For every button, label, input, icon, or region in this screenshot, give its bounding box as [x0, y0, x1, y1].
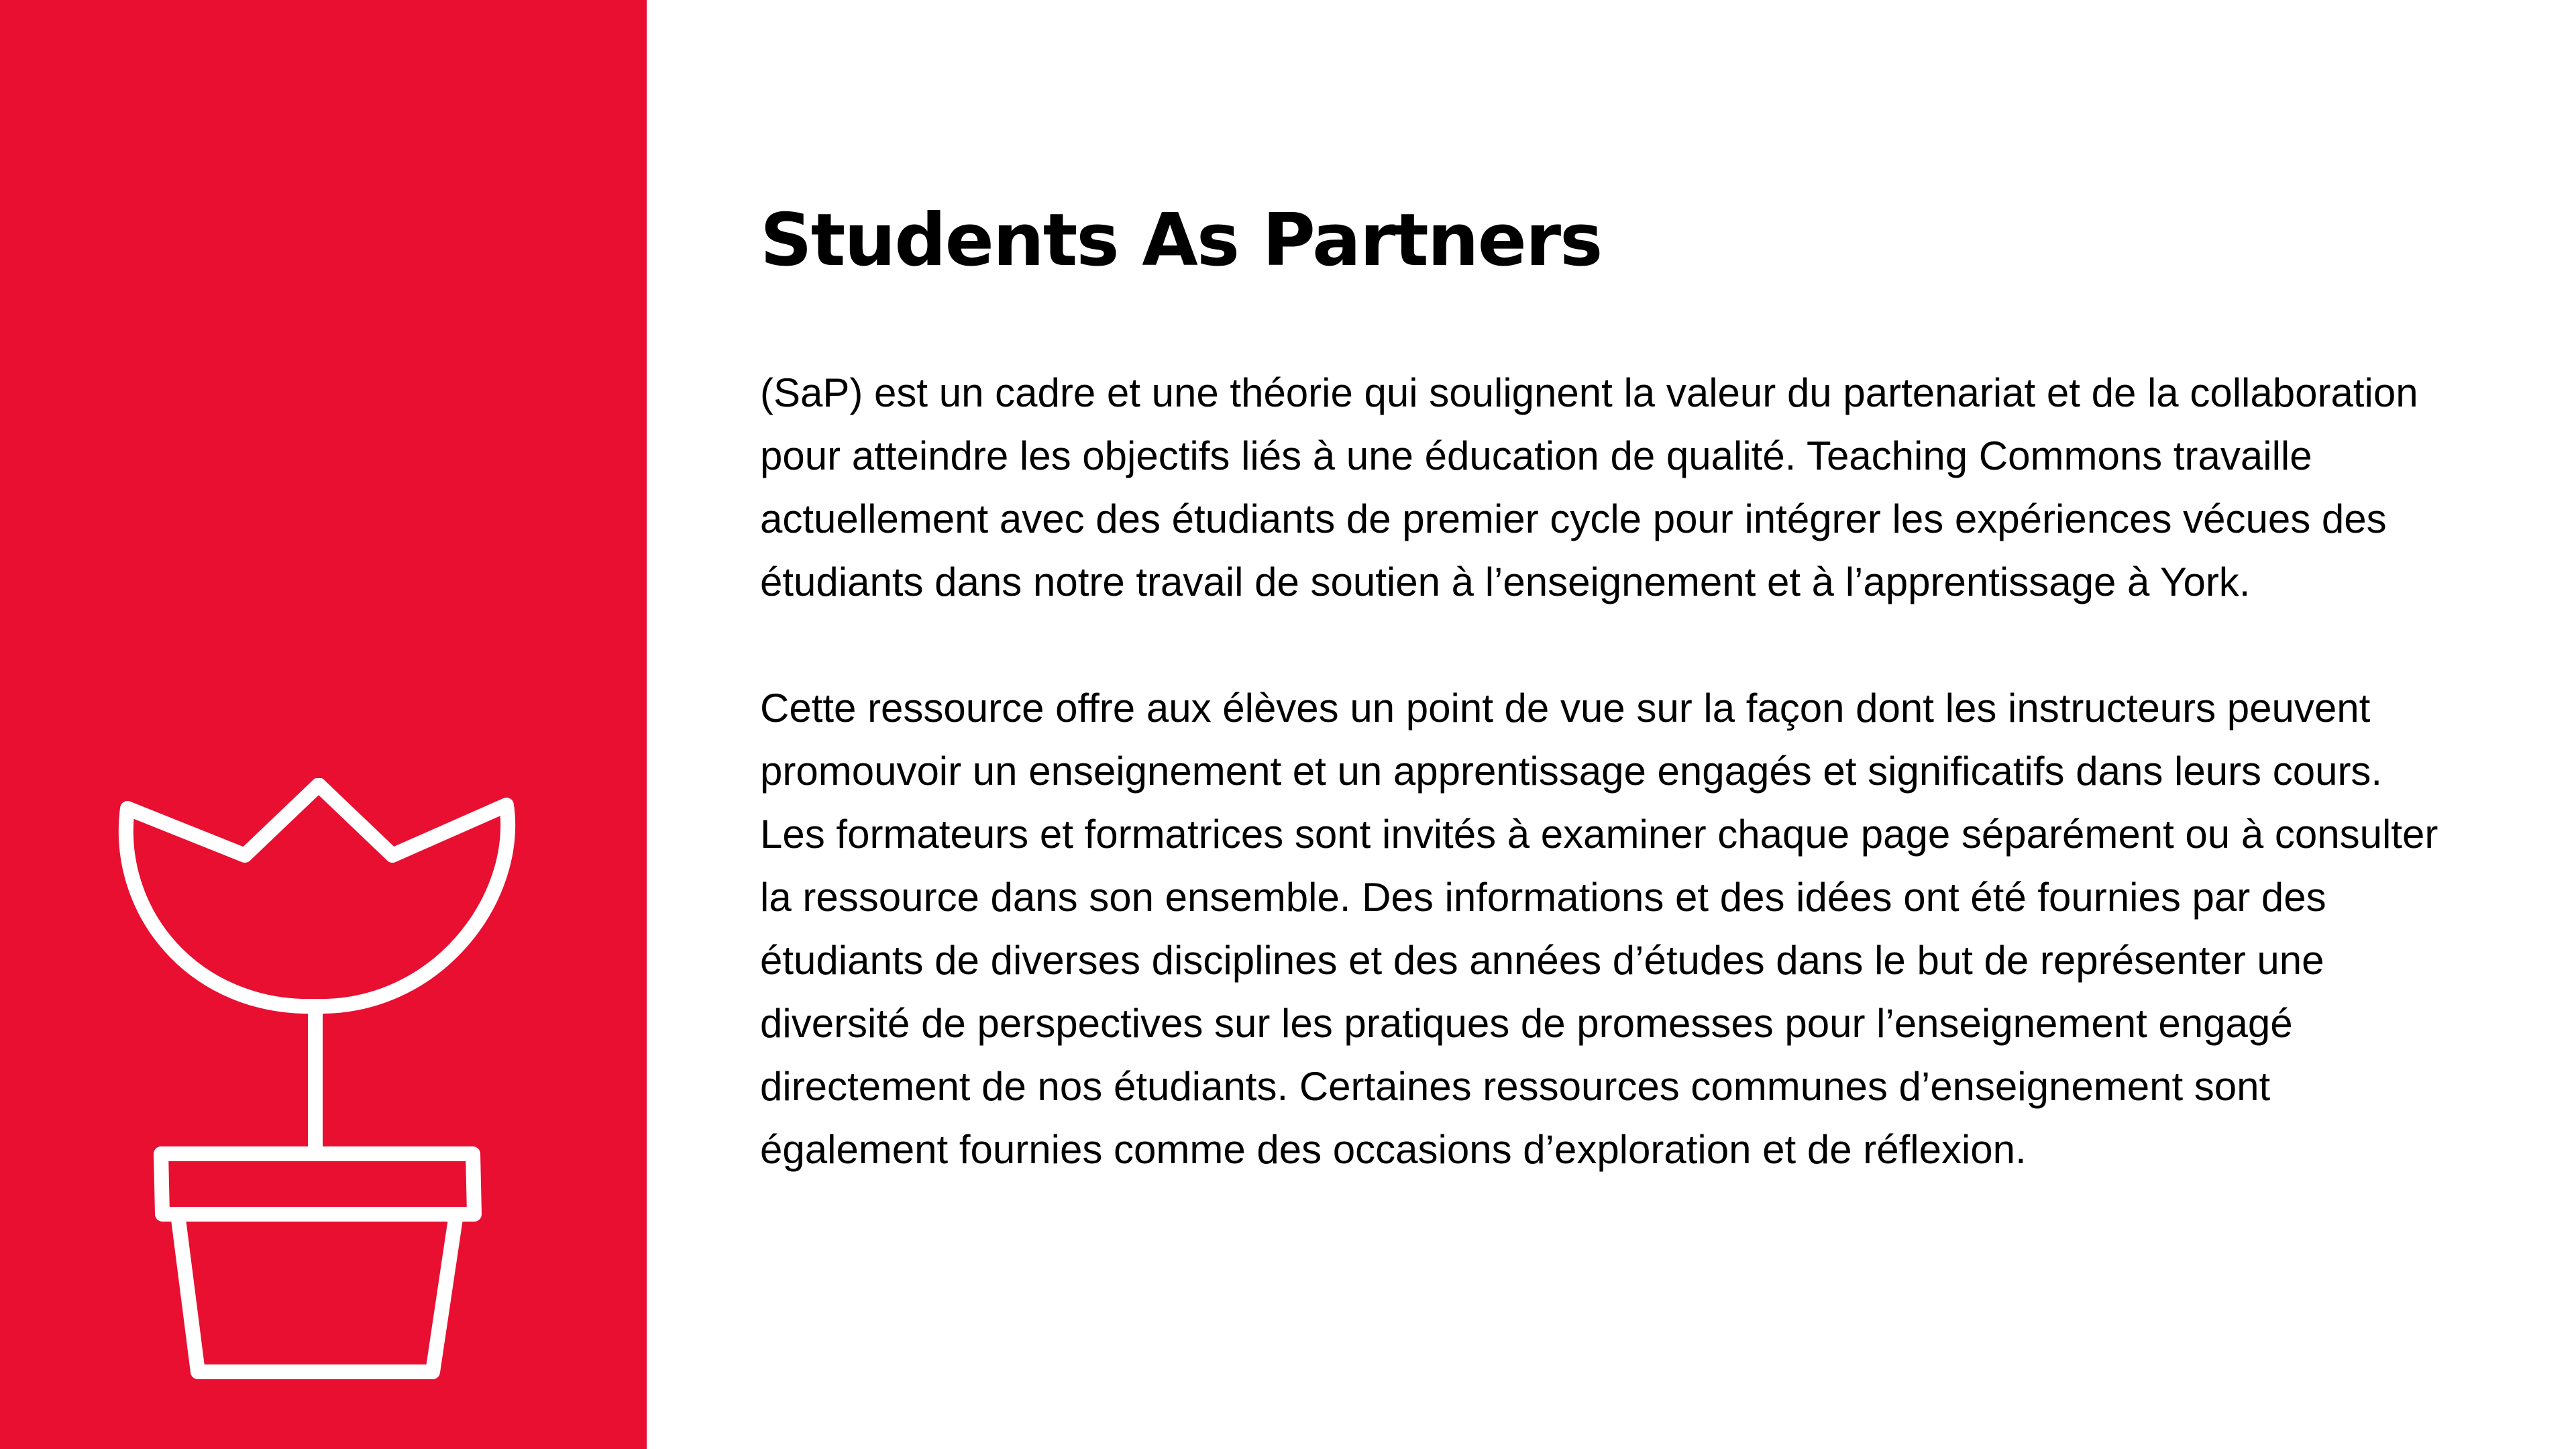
tulip-flower-shape — [126, 785, 508, 1006]
body-paragraph: Cette ressource offre aux élèves un point de vue sur la façon dont les instructeurs peuvent promouvoir un enseignement et un apprentissage engagés et significatifs dans leurs cours. Les formateurs et formatrices sont invités à examiner chaque page séparément ou à consulter la ressource dans son ensemble. Des informations et des idées ont été fournies par des étudiants de diverses disciplines et des années d’études dans le but de représenter une diversité de perspectives sur les pratiques de promesses pour l’enseignement engagé directement de nos étudiants. Certaines ressources communes d’enseignement sont également fournies comme des occasions d’exploration et de réflexion. — [760, 685, 2438, 1172]
pot-body — [178, 1214, 456, 1372]
intro-paragraph: (SaP) est un cadre et une théorie qui soulignent la valeur du partenariat et de la collaboration pour atteindre les objectifs liés à une éducation de qualité. Teaching Commons travaille actuellement avec des étudiants de premier cycle pour intégrer les expériences vécues des étudiants dans notre travail de soutien à l’enseignement et à l’apprentissage à York. — [760, 370, 2418, 604]
paragraph-spacer — [760, 614, 2504, 677]
pot-rim — [161, 1154, 474, 1214]
side-panel — [0, 0, 647, 1449]
page-title: Students As Partners — [760, 199, 1602, 282]
content — [760, 201, 2504, 1181]
tulip-in-pot-icon — [114, 778, 517, 1395]
